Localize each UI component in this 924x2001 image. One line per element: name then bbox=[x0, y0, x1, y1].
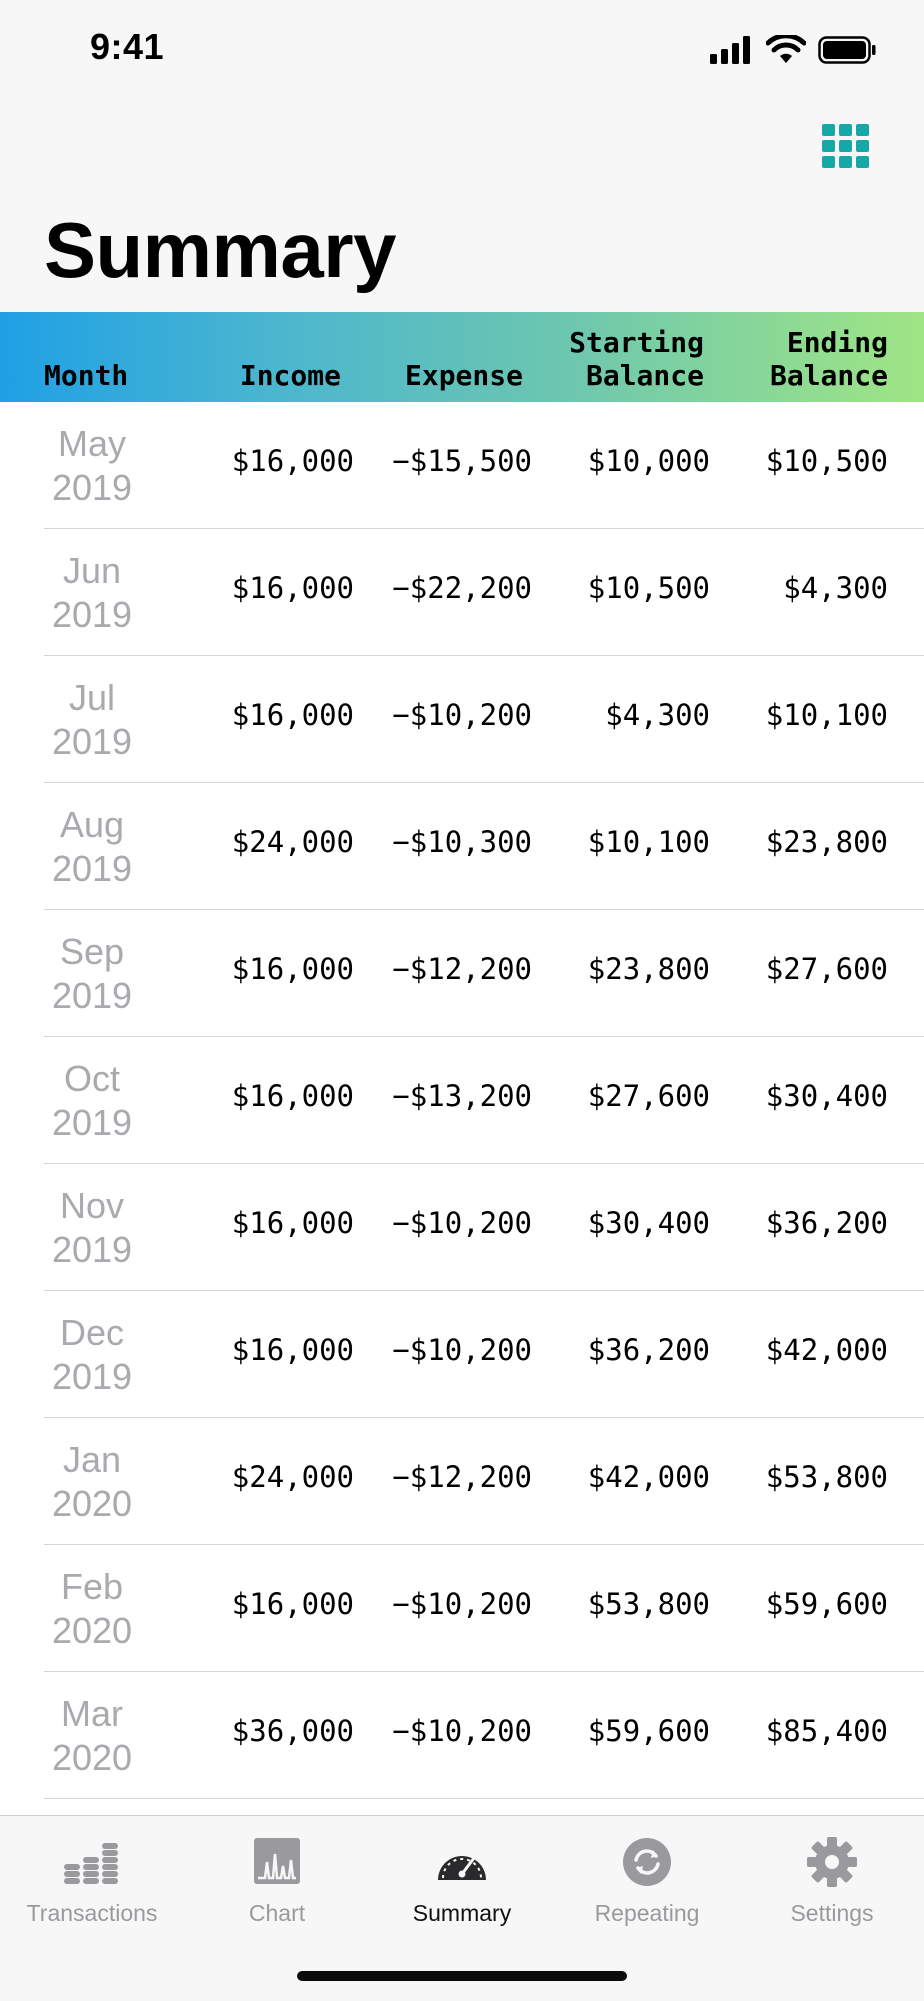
ending-balance-cell: $10,100 bbox=[765, 698, 888, 732]
tab-settings[interactable] bbox=[740, 1816, 924, 1936]
status-time: 9:41 bbox=[90, 26, 165, 67]
expense-cell: −$13,200 bbox=[392, 1079, 532, 1113]
expense-cell: −$10,200 bbox=[392, 1333, 532, 1367]
battery-icon bbox=[818, 36, 876, 64]
month-cell bbox=[44, 676, 140, 764]
gear-icon bbox=[802, 1834, 862, 1890]
chart-icon bbox=[247, 1834, 307, 1890]
month-name: Jul bbox=[68, 677, 116, 718]
month-cell bbox=[44, 549, 140, 637]
home-indicator[interactable] bbox=[297, 1971, 627, 1981]
cellular-signal-icon bbox=[710, 36, 754, 64]
wifi-icon bbox=[766, 35, 806, 65]
starting-balance-cell: $23,800 bbox=[587, 952, 710, 986]
tab-label: Settings bbox=[790, 1900, 874, 1926]
header-income: Income bbox=[239, 359, 341, 392]
header-ending-balance bbox=[770, 326, 888, 392]
income-cell: $16,000 bbox=[231, 952, 354, 986]
income-cell: $16,000 bbox=[231, 444, 354, 478]
ending-balance-cell: $4,300 bbox=[783, 571, 888, 605]
income-cell: $16,000 bbox=[231, 1587, 354, 1621]
header-ending-line2: Balance bbox=[769, 359, 888, 392]
month-year: 2020 bbox=[51, 1737, 133, 1778]
ending-balance-cell: $85,400 bbox=[765, 1714, 888, 1748]
expense-cell: −$12,200 bbox=[392, 952, 532, 986]
expense-cell: −$10,300 bbox=[392, 825, 532, 859]
month-cell bbox=[44, 1565, 140, 1653]
income-cell: $24,000 bbox=[231, 825, 354, 859]
tab-transactions[interactable] bbox=[0, 1816, 184, 1936]
month-name: May bbox=[57, 423, 126, 464]
tab-summary[interactable] bbox=[370, 1816, 554, 1936]
expense-cell: −$10,200 bbox=[392, 1587, 532, 1621]
status-icons bbox=[710, 34, 876, 66]
status-bar bbox=[0, 0, 924, 100]
table-row[interactable] bbox=[0, 910, 924, 1037]
starting-balance-cell: $42,000 bbox=[587, 1460, 710, 1494]
month-cell bbox=[44, 1311, 140, 1399]
month-year: 2019 bbox=[51, 975, 133, 1016]
table-header bbox=[0, 312, 924, 402]
starting-balance-cell: $10,500 bbox=[587, 571, 710, 605]
header-expense: Expense bbox=[404, 359, 523, 392]
ending-balance-cell: $36,200 bbox=[765, 1206, 888, 1240]
table-row[interactable] bbox=[0, 529, 924, 656]
table-row[interactable] bbox=[0, 1418, 924, 1545]
starting-balance-cell: $10,000 bbox=[587, 444, 710, 478]
coins-icon bbox=[62, 1834, 122, 1890]
month-cell bbox=[44, 1184, 140, 1272]
ending-balance-cell: $10,500 bbox=[765, 444, 888, 478]
expense-cell: −$22,200 bbox=[392, 571, 532, 605]
header-starting-line1: Starting bbox=[569, 326, 704, 359]
table-row[interactable] bbox=[0, 1672, 924, 1799]
starting-balance-cell: $4,300 bbox=[605, 698, 710, 732]
starting-balance-cell: $53,800 bbox=[587, 1587, 710, 1621]
tab-chart[interactable] bbox=[185, 1816, 369, 1936]
month-year: 2019 bbox=[51, 848, 133, 889]
starting-balance-cell: $10,100 bbox=[587, 825, 710, 859]
income-cell: $16,000 bbox=[231, 698, 354, 732]
month-name: Jan bbox=[62, 1439, 122, 1480]
month-year: 2019 bbox=[51, 1102, 133, 1143]
grid-icon bbox=[822, 124, 870, 168]
table-row[interactable] bbox=[0, 1164, 924, 1291]
row-divider bbox=[44, 1798, 924, 1799]
tab-label: Chart bbox=[248, 1900, 306, 1926]
month-name: Oct bbox=[63, 1058, 120, 1099]
month-cell bbox=[44, 930, 140, 1018]
month-name: Nov bbox=[59, 1185, 125, 1226]
income-cell: $16,000 bbox=[231, 571, 354, 605]
table-row[interactable] bbox=[0, 783, 924, 910]
ending-balance-cell: $42,000 bbox=[765, 1333, 888, 1367]
month-year: 2019 bbox=[51, 467, 133, 508]
month-year: 2019 bbox=[51, 1229, 133, 1270]
month-name: Dec bbox=[59, 1312, 125, 1353]
table-row[interactable] bbox=[0, 1291, 924, 1418]
income-cell: $16,000 bbox=[231, 1206, 354, 1240]
month-cell bbox=[44, 1057, 140, 1145]
repeat-icon bbox=[617, 1834, 677, 1890]
ending-balance-cell: $53,800 bbox=[765, 1460, 888, 1494]
income-cell: $36,000 bbox=[231, 1714, 354, 1748]
starting-balance-cell: $36,200 bbox=[587, 1333, 710, 1367]
expense-cell: −$10,200 bbox=[392, 698, 532, 732]
table-row[interactable] bbox=[0, 656, 924, 783]
month-cell bbox=[44, 422, 140, 510]
ending-balance-cell: $59,600 bbox=[765, 1587, 888, 1621]
starting-balance-cell: $27,600 bbox=[587, 1079, 710, 1113]
month-year: 2020 bbox=[51, 1610, 133, 1651]
month-year: 2019 bbox=[51, 594, 133, 635]
table-row[interactable] bbox=[0, 1037, 924, 1164]
month-year: 2019 bbox=[51, 721, 133, 762]
tab-label: Repeating bbox=[594, 1900, 700, 1926]
header-starting-balance bbox=[569, 326, 704, 392]
header-starting-line2: Balance bbox=[585, 359, 704, 392]
expense-cell: −$10,200 bbox=[392, 1206, 532, 1240]
speedometer-icon bbox=[432, 1834, 492, 1890]
month-cell bbox=[44, 1692, 140, 1780]
tab-repeating[interactable] bbox=[555, 1816, 739, 1936]
table-row[interactable] bbox=[0, 402, 924, 529]
income-cell: $16,000 bbox=[231, 1079, 354, 1113]
month-name: Mar bbox=[61, 1693, 123, 1734]
table-row[interactable] bbox=[0, 1545, 924, 1672]
month-year: 2020 bbox=[51, 1483, 133, 1524]
ending-balance-cell: $30,400 bbox=[765, 1079, 888, 1113]
expense-cell: −$10,200 bbox=[392, 1714, 532, 1748]
month-cell bbox=[44, 803, 140, 891]
month-name: Sep bbox=[59, 931, 125, 972]
month-year: 2019 bbox=[51, 1356, 133, 1397]
summary-table[interactable] bbox=[0, 402, 924, 1815]
starting-balance-cell: $30,400 bbox=[587, 1206, 710, 1240]
tab-label: Transactions bbox=[26, 1900, 158, 1926]
expense-cell: −$15,500 bbox=[392, 444, 532, 478]
month-name: Aug bbox=[59, 804, 125, 845]
ending-balance-cell: $23,800 bbox=[765, 825, 888, 859]
ending-balance-cell: $27,600 bbox=[765, 952, 888, 986]
header-month: Month bbox=[44, 359, 129, 392]
grid-menu-button[interactable] bbox=[822, 124, 870, 168]
page-title: Summary bbox=[44, 206, 396, 294]
month-name: Feb bbox=[60, 1566, 124, 1607]
tab-label: Summary bbox=[412, 1900, 512, 1926]
starting-balance-cell: $59,600 bbox=[587, 1714, 710, 1748]
header-ending-line1: Ending bbox=[786, 326, 888, 359]
income-cell: $16,000 bbox=[231, 1333, 354, 1367]
month-cell bbox=[44, 1438, 140, 1526]
expense-cell: −$12,200 bbox=[392, 1460, 532, 1494]
month-name: Jun bbox=[62, 550, 122, 591]
income-cell: $24,000 bbox=[231, 1460, 354, 1494]
